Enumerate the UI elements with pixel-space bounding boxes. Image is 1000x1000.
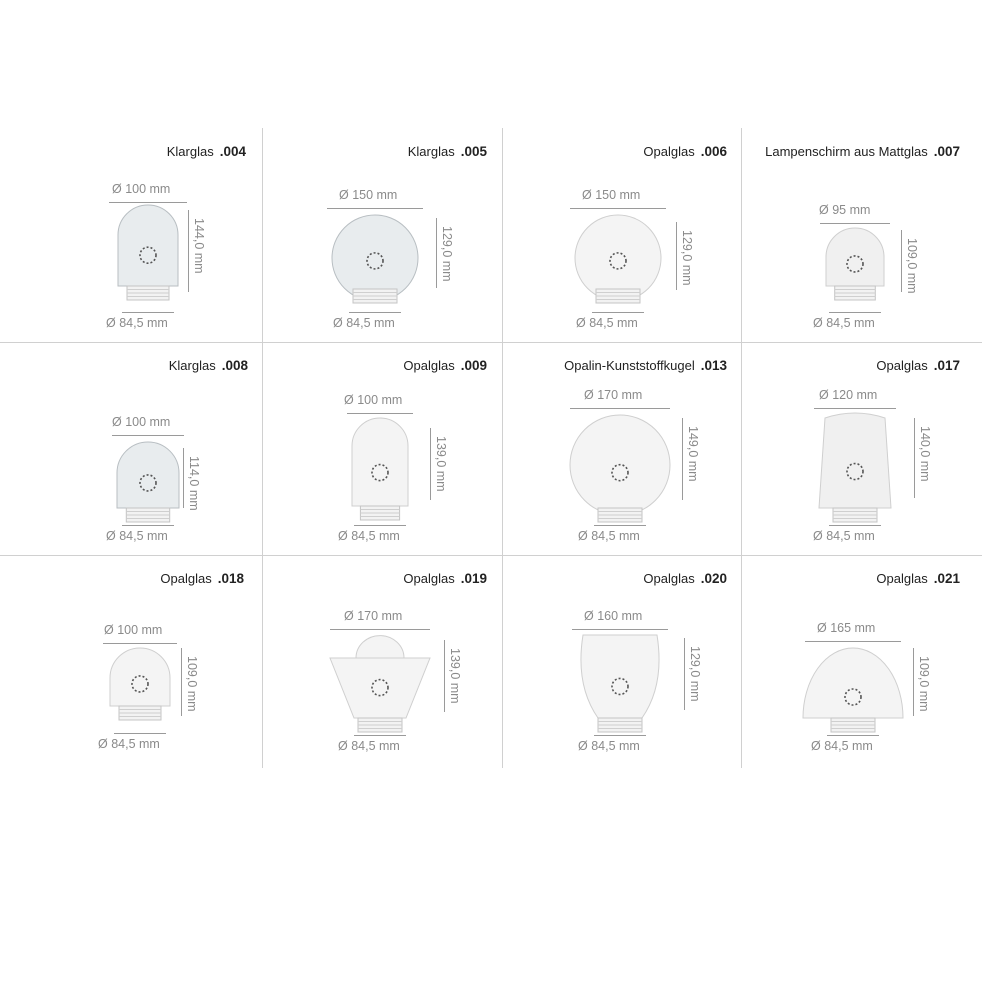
product-name: Lampenschirm aus Mattglas: [765, 144, 928, 159]
diameter-base-line: [354, 525, 406, 526]
diameter-base-label: [106, 529, 168, 543]
diameter-top-label: [584, 388, 642, 402]
diameter-base-line: [827, 735, 879, 736]
product-code: .005: [460, 144, 487, 159]
diameter-base-value: Ø 84,5 mm: [333, 316, 395, 330]
diameter-base-label: [813, 529, 875, 543]
diameter-top-value: Ø 120 mm: [819, 388, 878, 402]
diameter-top-value: Ø 150 mm: [582, 188, 641, 202]
product-title: [876, 571, 960, 586]
height-label: [905, 238, 919, 294]
height-line: [436, 218, 437, 288]
product-title: [643, 571, 727, 586]
product-title: [403, 571, 487, 586]
glass-shade-008: [115, 440, 181, 524]
product-code: .013: [700, 358, 727, 373]
diameter-top-value: Ø 100 mm: [104, 623, 163, 637]
diameter-base-label: [338, 529, 400, 543]
glass-body: [826, 228, 884, 286]
product-code: .006: [700, 144, 727, 159]
product-name: Klarglas: [168, 358, 216, 373]
product-name: Opalglas: [643, 571, 695, 586]
diameter-base-label: [338, 739, 400, 753]
height-line: [430, 428, 431, 500]
product-title: [876, 358, 960, 373]
height-line: [901, 230, 902, 292]
product-name: Opalin-Kunststoffkugel: [564, 358, 695, 373]
height-value: 129,0 mm: [680, 230, 694, 286]
height-line: [181, 648, 182, 716]
diameter-top-label: [344, 393, 402, 407]
glass-body: [352, 418, 408, 506]
product-code: .021: [933, 571, 960, 586]
diameter-base-line: [829, 312, 881, 313]
grid-divider-vertical: [262, 128, 263, 768]
height-line: [183, 448, 184, 508]
product-title: [403, 358, 487, 373]
product-title: [408, 144, 487, 159]
product-title: [564, 358, 727, 373]
height-value: 139,0 mm: [448, 648, 462, 704]
diameter-base-line: [122, 525, 174, 526]
grid-divider-horizontal: [0, 555, 982, 556]
glass-body: [581, 635, 659, 718]
height-line: [684, 638, 685, 710]
product-name: Opalglas: [876, 358, 928, 373]
product-name: Klarglas: [166, 144, 214, 159]
height-label: [185, 656, 199, 712]
glass-body: [332, 215, 418, 301]
product-code: .018: [217, 571, 244, 586]
diameter-base-label: [813, 316, 875, 330]
diameter-top-line: [330, 629, 430, 630]
height-value: 109,0 mm: [185, 656, 199, 712]
diameter-top-value: Ø 95 mm: [819, 203, 871, 217]
diameter-top-value: Ø 100 mm: [112, 415, 171, 429]
glass-shade-007: [824, 226, 886, 302]
glass-shade-017: [817, 410, 893, 524]
height-value: 140,0 mm: [918, 426, 932, 482]
product-title: [160, 571, 244, 586]
glass-body: [803, 648, 903, 718]
height-value: 144,0 mm: [192, 218, 206, 274]
glass-shade-020: [577, 633, 663, 734]
glass-shade-019: [328, 636, 432, 734]
height-line: [188, 210, 189, 292]
diameter-top-line: [572, 629, 668, 630]
glass-shade-005: [327, 213, 423, 305]
height-label: [192, 218, 206, 274]
diameter-top-label: [344, 609, 402, 623]
diameter-top-label: [584, 609, 642, 623]
diameter-base-label: [578, 739, 640, 753]
diameter-top-label: [582, 188, 640, 202]
product-title: [765, 144, 960, 159]
grid-divider-vertical: [502, 128, 503, 768]
height-value: 149,0 mm: [686, 426, 700, 482]
glass-body: [575, 215, 661, 301]
diameter-top-value: Ø 160 mm: [584, 609, 643, 623]
diameter-base-value: Ø 84,5 mm: [578, 739, 640, 753]
diameter-base-line: [354, 735, 406, 736]
height-line: [444, 640, 445, 712]
diameter-top-label: [819, 203, 870, 217]
diameter-base-value: Ø 84,5 mm: [338, 529, 400, 543]
diameter-base-label: [106, 316, 168, 330]
diameter-top-line: [814, 408, 896, 409]
height-value: 109,0 mm: [917, 656, 931, 712]
diameter-base-value: Ø 84,5 mm: [576, 316, 638, 330]
height-label: [918, 426, 932, 482]
height-label: [434, 436, 448, 492]
diameter-top-label: [112, 182, 170, 196]
diameter-top-value: Ø 165 mm: [817, 621, 876, 635]
diameter-base-value: Ø 84,5 mm: [578, 529, 640, 543]
product-name: Opalglas: [403, 571, 455, 586]
diameter-base-line: [349, 312, 401, 313]
diameter-base-value: Ø 84,5 mm: [813, 529, 875, 543]
diameter-top-value: Ø 150 mm: [339, 188, 398, 202]
diameter-top-line: [570, 208, 666, 209]
product-code: .004: [219, 144, 246, 159]
product-name: Klarglas: [407, 144, 455, 159]
diameter-base-line: [592, 312, 644, 313]
product-title: [643, 144, 727, 159]
diameter-top-label: [819, 388, 877, 402]
product-code: .009: [460, 358, 487, 373]
grid-divider-horizontal: [0, 342, 982, 343]
diameter-base-label: [811, 739, 873, 753]
height-line: [676, 222, 677, 290]
diameter-base-label: [333, 316, 395, 330]
diameter-base-line: [594, 525, 646, 526]
glass-shade-018: [108, 646, 172, 722]
height-value: 114,0 mm: [187, 456, 201, 511]
height-label: [917, 656, 931, 712]
glass-shade-006: [570, 213, 666, 305]
height-line: [913, 648, 914, 716]
diameter-top-line: [805, 641, 901, 642]
diameter-base-label: [576, 316, 638, 330]
product-code: .019: [460, 571, 487, 586]
diameter-base-line: [114, 733, 166, 734]
diameter-top-label: [817, 621, 875, 635]
product-name: Opalglas: [403, 358, 455, 373]
diameter-top-line: [820, 223, 890, 224]
glass-shade-013: [568, 413, 672, 524]
glass-body: [819, 413, 891, 508]
diameter-top-line: [103, 643, 177, 644]
height-label: [680, 230, 694, 286]
glass-body: [118, 205, 178, 286]
diameter-base-value: Ø 84,5 mm: [98, 737, 160, 751]
height-value: 139,0 mm: [434, 436, 448, 492]
glass-shade-004: [116, 203, 180, 302]
height-value: 129,0 mm: [688, 646, 702, 702]
diameter-base-value: Ø 84,5 mm: [813, 316, 875, 330]
height-label: [440, 226, 454, 282]
diameter-top-label: [104, 623, 162, 637]
product-code: .007: [933, 144, 960, 159]
glass-shade-009: [350, 416, 410, 522]
product-name: Opalglas: [876, 571, 928, 586]
glass-body: [330, 658, 430, 718]
height-label: [187, 456, 201, 511]
diameter-base-line: [122, 312, 174, 313]
diameter-base-line: [594, 735, 646, 736]
height-line: [914, 418, 915, 498]
diameter-base-value: Ø 84,5 mm: [338, 739, 400, 753]
diameter-top-value: Ø 170 mm: [344, 609, 403, 623]
diameter-top-label: [112, 415, 170, 429]
height-label: [448, 648, 462, 704]
diameter-top-value: Ø 100 mm: [112, 182, 171, 196]
product-name: Opalglas: [643, 144, 695, 159]
height-label: [686, 426, 700, 482]
diameter-base-value: Ø 84,5 mm: [106, 316, 168, 330]
height-label: [688, 646, 702, 702]
height-value: 109,0 mm: [905, 238, 919, 294]
grid-divider-vertical: [741, 128, 742, 768]
glass-shade-021: [801, 646, 905, 734]
diameter-base-label: [98, 737, 160, 751]
product-title: [167, 144, 246, 159]
diameter-base-line: [829, 525, 881, 526]
diameter-base-value: Ø 84,5 mm: [106, 529, 168, 543]
product-title: [169, 358, 248, 373]
diameter-top-line: [112, 435, 184, 436]
product-code: .020: [700, 571, 727, 586]
diameter-top-line: [327, 208, 423, 209]
height-line: [682, 418, 683, 500]
height-value: 129,0 mm: [440, 226, 454, 282]
diameter-top-label: [339, 188, 397, 202]
product-code: .008: [221, 358, 248, 373]
diameter-base-label: [578, 529, 640, 543]
product-code: .017: [933, 358, 960, 373]
glass-body: [110, 648, 170, 706]
diameter-top-value: Ø 170 mm: [584, 388, 643, 402]
diameter-top-value: Ø 100 mm: [344, 393, 403, 407]
diameter-base-value: Ø 84,5 mm: [811, 739, 873, 753]
diameter-top-line: [570, 408, 670, 409]
diameter-top-line: [347, 413, 413, 414]
product-name: Opalglas: [160, 571, 212, 586]
